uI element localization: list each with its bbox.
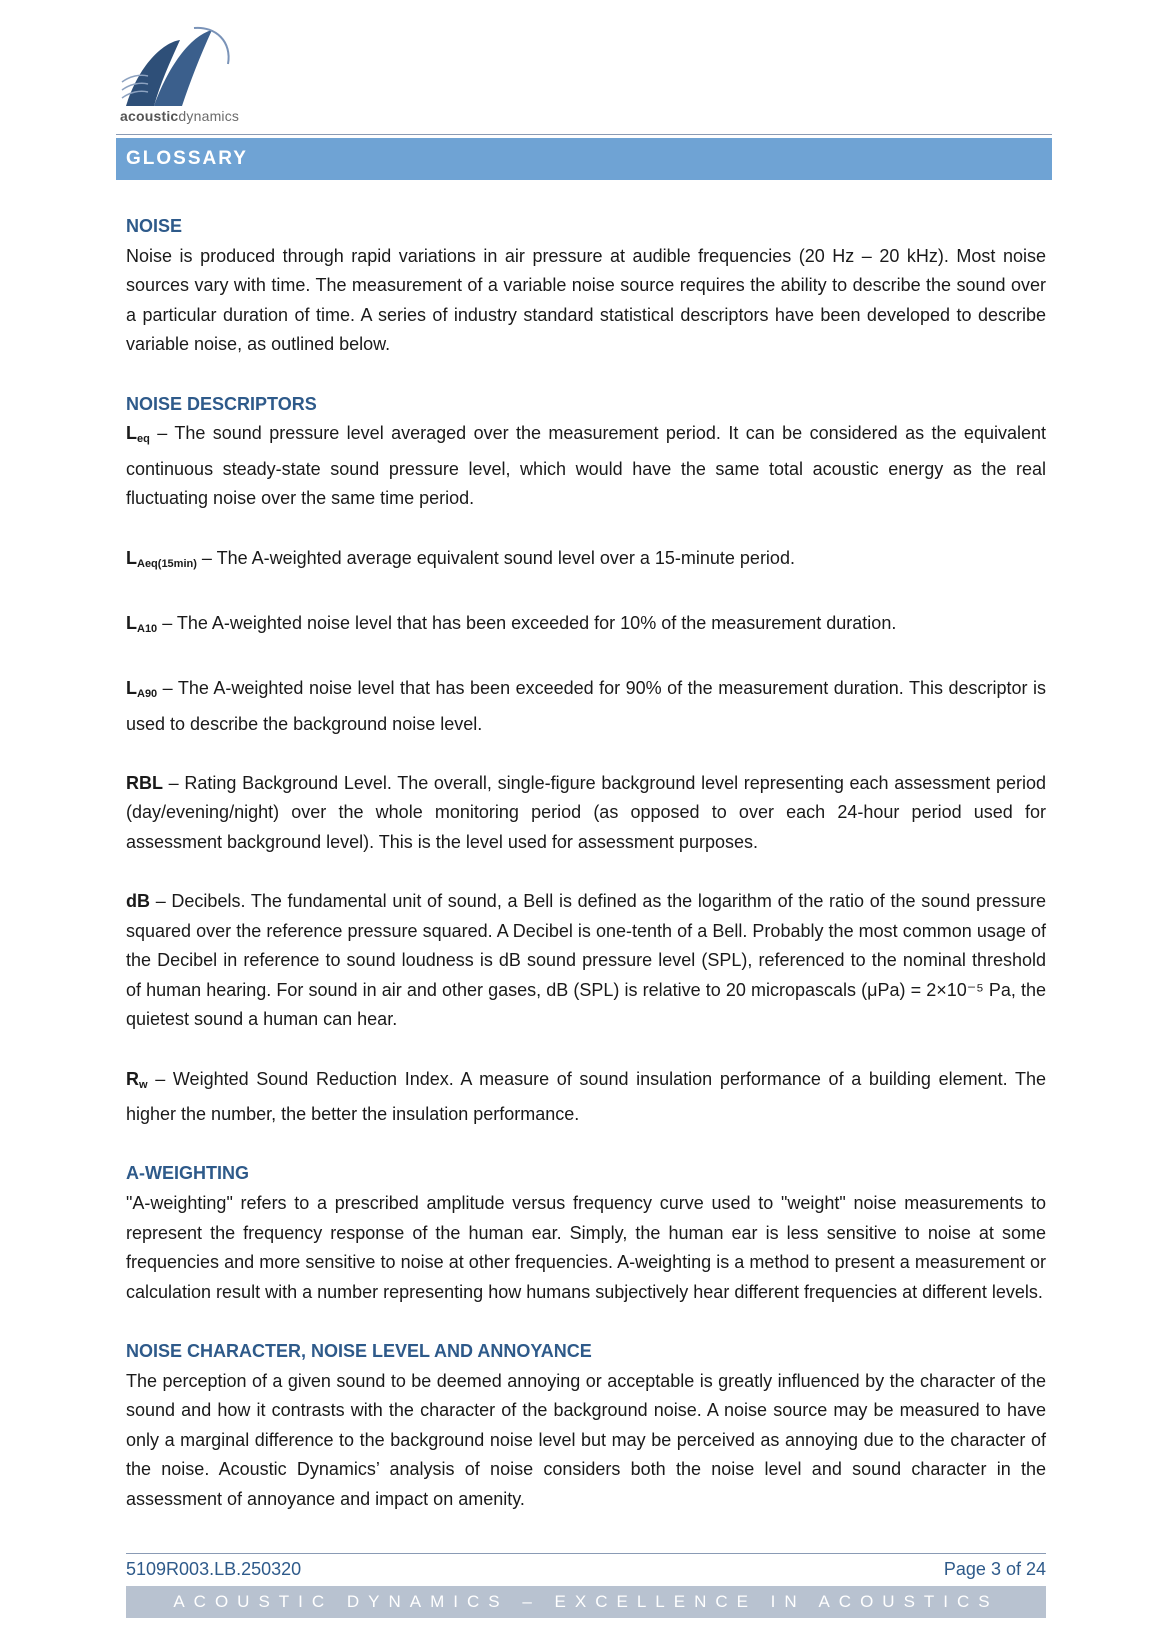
noise-heading: NOISE bbox=[126, 216, 183, 236]
footer-tagline: ACOUSTIC DYNAMICS – EXCELLENCE IN ACOUSTICS bbox=[173, 1592, 999, 1611]
page-number: Page 3 of 24 bbox=[943, 1559, 1046, 1579]
db-definition: dB – Decibels. The fundamental unit of sound, a Bell is defined as the logarithm of the ratio of the sound pressure squared over the reference pressure squared. A Decibel is one-tenth of a Bell. Probably the most common usage of the Decibel in reference to sound loudness is dB sound pressure level (SPL), referenced to the nominal threshold of human hearing. For sound in air and other gases, dB (SPL) is relative to 20 micropascals (μPa) = 2×10⁻⁵ Pa, the quietest sound a human can hear. bbox=[126, 891, 1046, 1030]
logo-wordmark: acousticdynamics bbox=[120, 108, 240, 124]
glossary-content bbox=[126, 212, 1046, 1515]
noise-descriptors-heading: NOISE DESCRIPTORS bbox=[126, 393, 317, 414]
a-weighting-text: "A-weighting" refers to a prescribed amplitude versus frequency curve used to "weight" noise measurements to represent the frequency response of the human ear. Simply, the human ear is less sensitive to noise at some frequencies and more sensitive to noise at other frequencies. A-weighting is a method to present a measurement or calculation result with a number representing how humans subjectively hear different frequencies at different levels. bbox=[126, 1193, 1046, 1302]
glossary-banner bbox=[116, 138, 1052, 180]
la10-definition: $L_{A10}$ – The A-weighted noise level that has been exceeded for 10% of the measurement duration. bbox=[126, 612, 897, 635]
rbl-definition: RBL – Rating Background Level. The overall, single-figure background level representing each assessment period (day/evening/night) over the whole monitoring period (as opposed to over each 24-hour period used for assessment background level). This is the level used for assessment purposes. bbox=[126, 772, 1046, 852]
noise-character-heading: NOISE CHARACTER, NOISE LEVEL AND ANNOYANCE bbox=[126, 1340, 592, 1361]
logo-wave-icon bbox=[120, 22, 250, 112]
footer-tagline-bar bbox=[126, 1586, 1046, 1618]
leq-definition: $L_{eq}$ – The sound pressure level averaged over the measurement period. It can be considered as the equivalent continuous steady-state sound pressure level, which would have the same total acoustic energy as the real fluctuating noise over the same time period. bbox=[126, 423, 1046, 509]
laeq-definition: $L_{Aeq(15min)}$ – The A-weighted average equivalent sound level over a 15-minute period. bbox=[126, 547, 795, 570]
footer-rule bbox=[126, 1553, 1046, 1554]
la90-definition: $L_{A90}$ – The A-weighted noise level that has been exceeded for 90% of the measurement duration. This descriptor is used to describe the background noise level. bbox=[126, 677, 1046, 734]
company-logo bbox=[120, 22, 250, 132]
noise-text: Noise is produced through rapid variations in air pressure at audible frequencies (20 Hz – 20 kHz). Most noise sources vary with time. The measurement of a variable noise source requires the ability to describe the sound over a particular duration of time. A series of industry standard statistical descriptors have been developed to describe variable noise, as outlined below. bbox=[126, 245, 1046, 355]
banner-title: GLOSSARY bbox=[126, 148, 248, 169]
rw-definition: $R_w$ – Weighted Sound Reduction Index. A measure of sound insulation performance of a building element. The higher the number, the better the insulation performance. bbox=[126, 1068, 1046, 1125]
document-reference: 5109R003.LB.250320 bbox=[126, 1559, 302, 1579]
noise-character-text: The perception of a given sound to be deemed annoying or acceptable is greatly influenced by the character of the sound and how it contrasts with the character of the background noise. A noise source may be measured to have only a marginal difference to the background noise level but may be perceived as annoying due to the character of the noise. Acoustic Dynamics’ analysis of noise considers both the noise level and sound character in the assessment of annoyance and impact on amenity. bbox=[126, 1370, 1046, 1509]
header-rule bbox=[116, 134, 1052, 135]
a-weighting-heading: A-WEIGHTING bbox=[126, 1163, 249, 1184]
